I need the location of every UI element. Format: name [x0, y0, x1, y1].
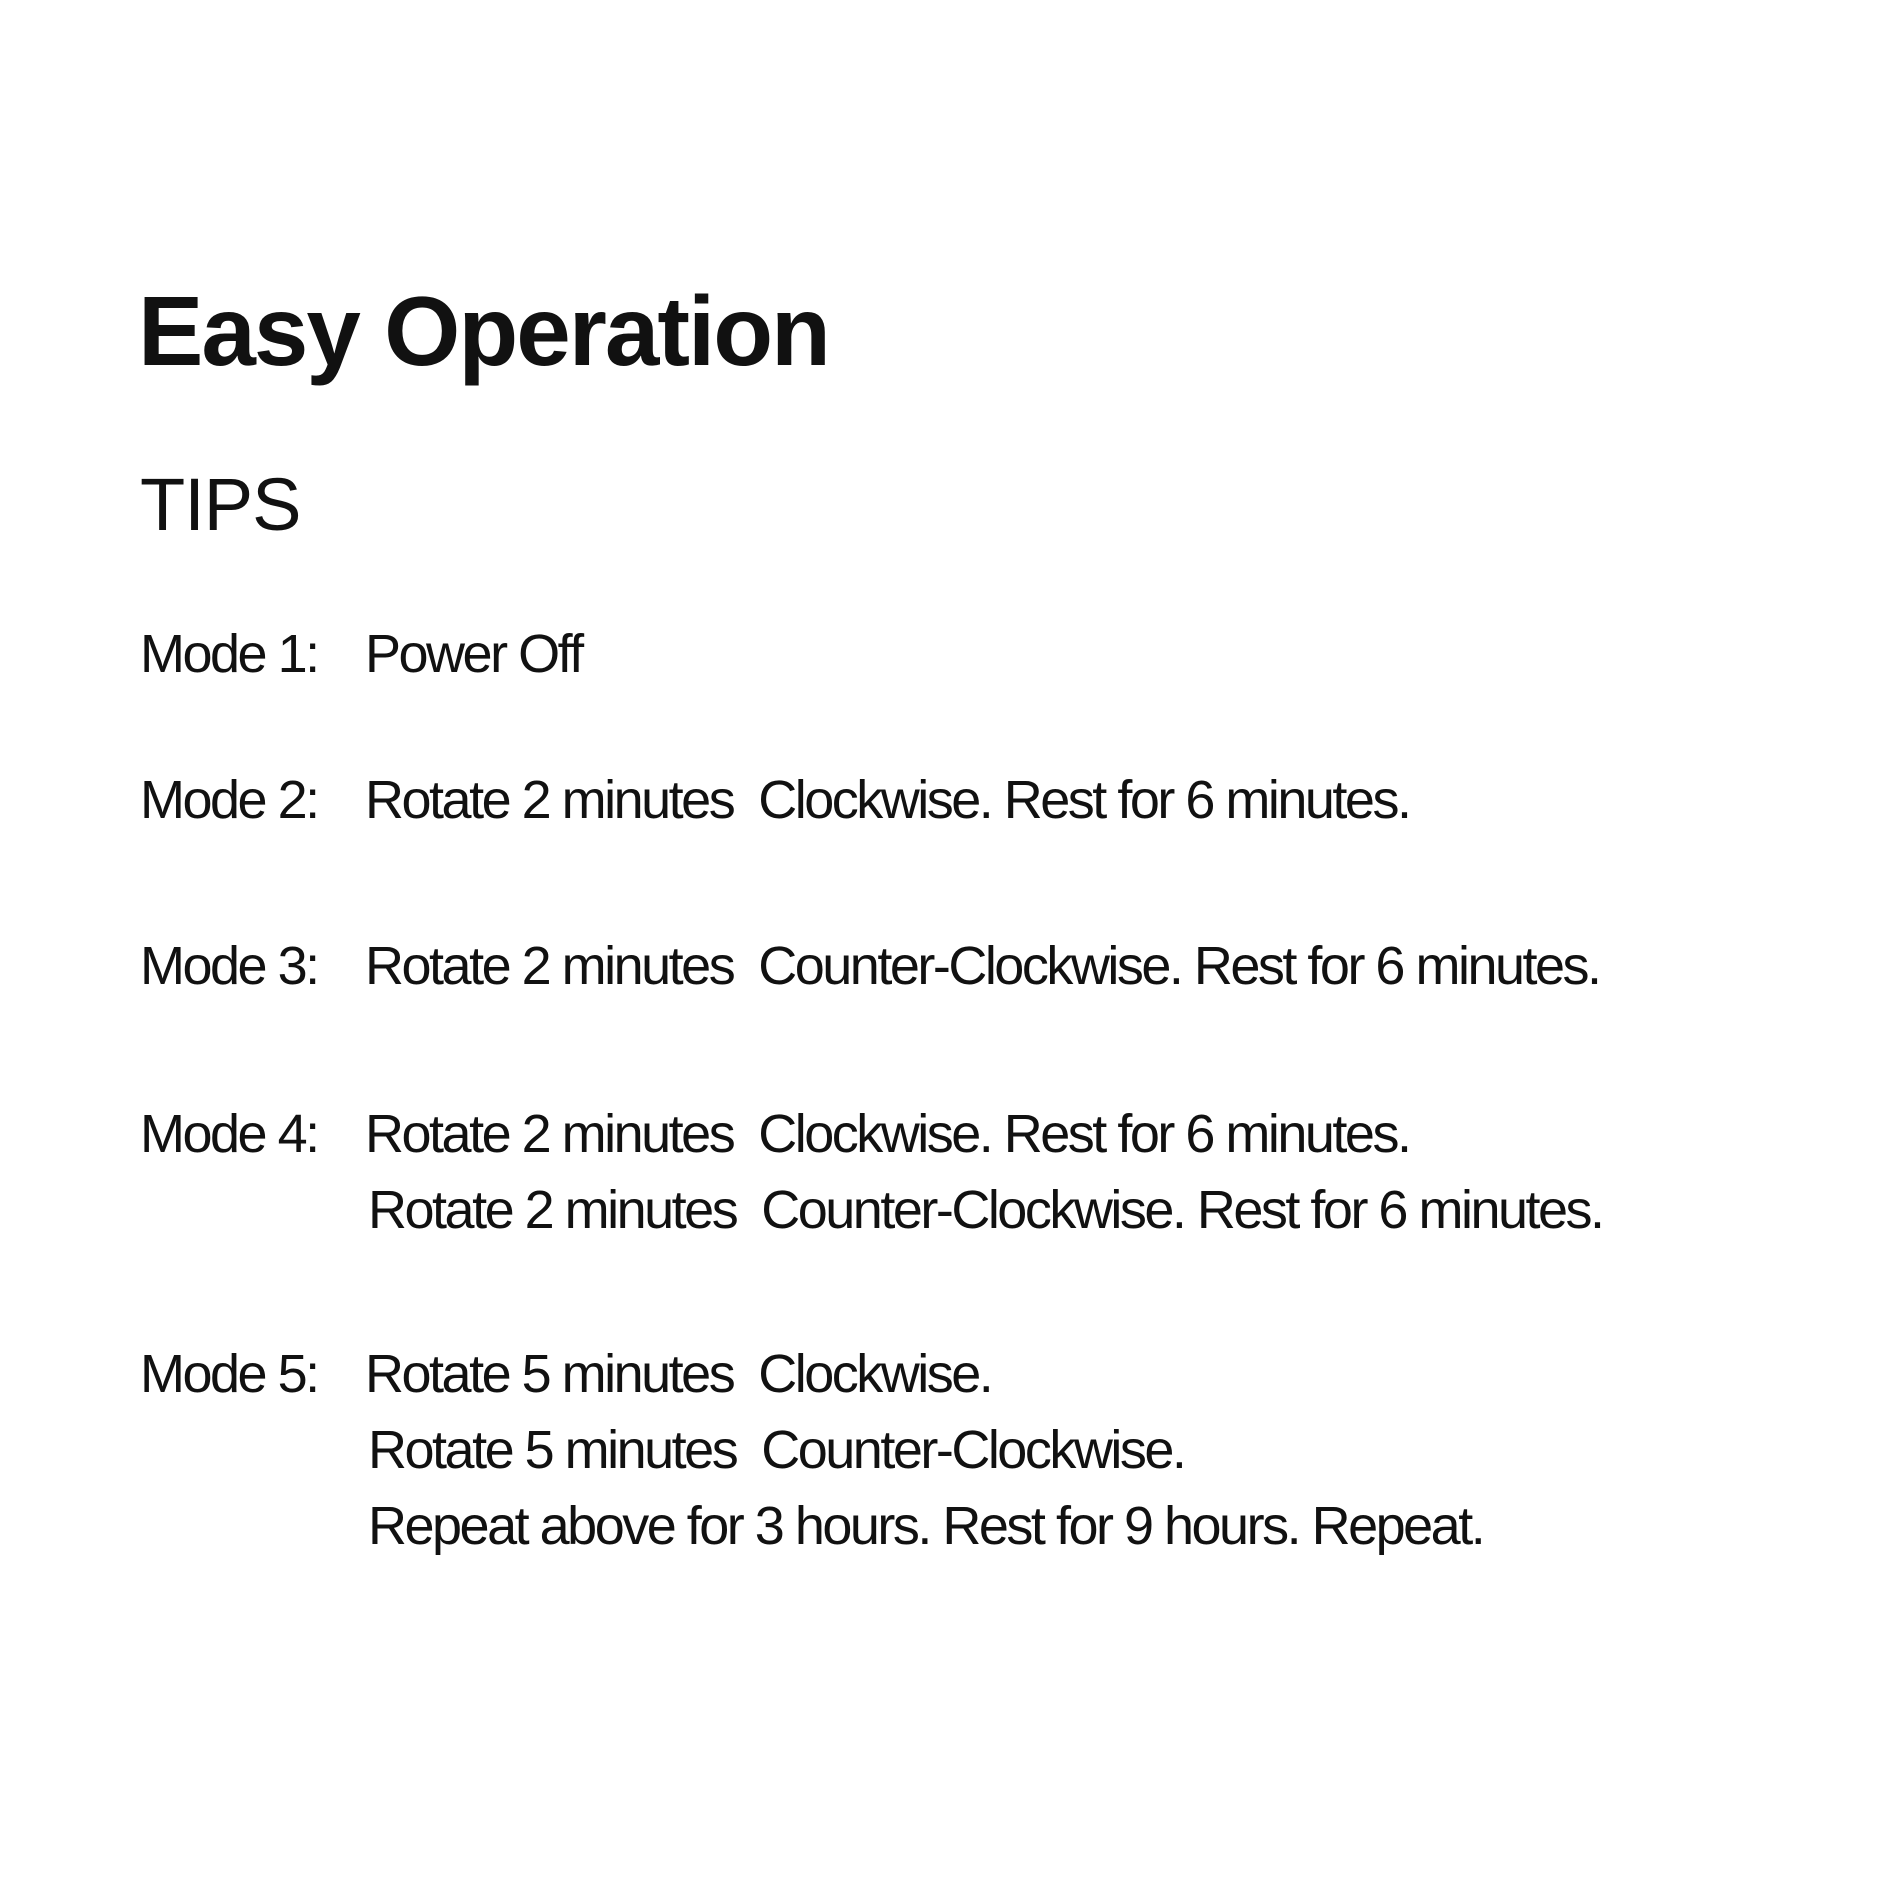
mode-line: Rotate 2 minutes Counter-Clockwise. Rest for 6 minutes. [365, 936, 1600, 996]
mode-label: Mode 2: [140, 770, 318, 830]
mode-line: Rotate 2 minutes Clockwise. Rest for 6 minutes. [365, 1104, 1410, 1164]
mode-description [365, 1096, 1603, 1248]
mode-description [365, 928, 1600, 1004]
page-title: Easy Operation [138, 276, 829, 386]
mode-line: Rotate 2 minutes Counter-Clockwise. Rest for 6 minutes. [368, 1180, 1603, 1240]
mode-label: Mode 4: [140, 1104, 318, 1164]
mode-description [365, 616, 582, 692]
mode-label: Mode 3: [140, 936, 318, 996]
mode-line: Repeat above for 3 hours. Rest for 9 hours. Repeat. [368, 1496, 1484, 1556]
mode-line: Rotate 5 minutes Clockwise. [365, 1344, 992, 1404]
mode-description [365, 1336, 1483, 1564]
mode-label: Mode 1: [140, 624, 318, 684]
mode-line: Power Off [365, 624, 582, 684]
mode-line: Rotate 5 minutes Counter-Clockwise. [368, 1420, 1185, 1480]
mode-description [365, 762, 1409, 838]
mode-label: Mode 5: [140, 1344, 318, 1404]
mode-line: Rotate 2 minutes Clockwise. Rest for 6 minutes. [365, 770, 1410, 830]
section-title: TIPS [140, 463, 301, 546]
